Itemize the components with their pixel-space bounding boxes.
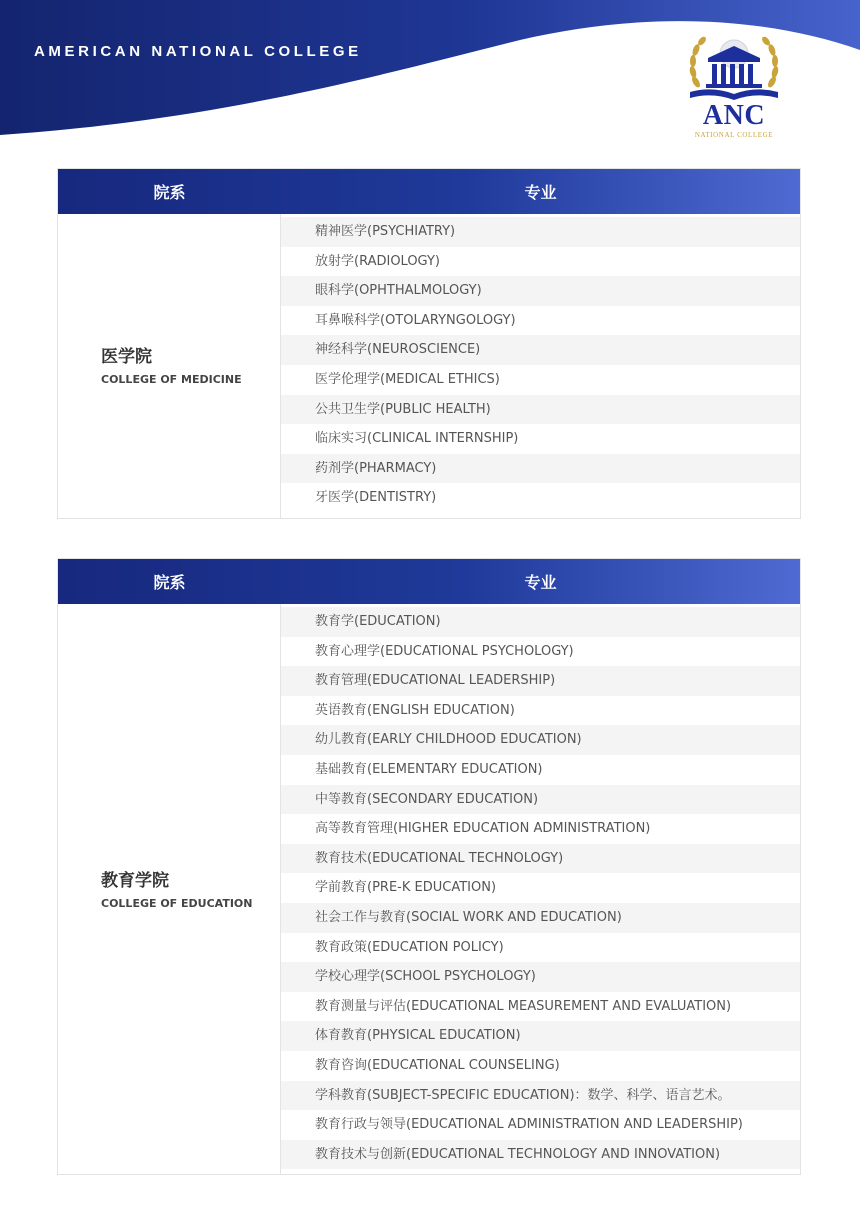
- header-major: 专业: [524, 183, 557, 202]
- list-item: 学前教育(PRE-K EDUCATION): [281, 873, 800, 903]
- table-body: [58, 604, 800, 1174]
- list-item: 教育心理学(EDUCATIONAL PSYCHOLOGY): [281, 637, 800, 667]
- list-item: 幼儿教育(EARLY CHILDHOOD EDUCATION): [281, 725, 800, 755]
- table-body: [58, 214, 800, 518]
- logo-subtitle: NATIONAL COLLEGE: [694, 131, 774, 139]
- header-dept: 院系: [153, 183, 186, 202]
- list-item: 教育政策(EDUCATION POLICY): [281, 933, 800, 963]
- logo-mark: ANC: [702, 100, 766, 131]
- dept-name-cn: 医学院: [101, 347, 152, 368]
- table-header: [58, 169, 800, 214]
- college-logo: [684, 34, 784, 142]
- list-item: 教育行政与领导(EDUCATIONAL ADMINISTRATION AND LEADERSHIP): [281, 1110, 800, 1140]
- dept-name-cn: 教育学院: [101, 870, 169, 891]
- list-item: 教育技术(EDUCATIONAL TECHNOLOGY): [281, 844, 800, 874]
- table-college-of-education: [57, 558, 801, 1175]
- list-item: 教育技术与创新(EDUCATIONAL TECHNOLOGY AND INNOVATION): [281, 1140, 800, 1170]
- list-item: 牙医学(DENTISTRY): [281, 483, 800, 513]
- brand-title: AMERICAN NATIONAL COLLEGE: [34, 43, 362, 60]
- list-item: 药剂学(PHARMACY): [281, 454, 800, 484]
- list-item: 耳鼻喉科学(OTOLARYNGOLOGY): [281, 306, 800, 336]
- dept-name-en: COLLEGE OF MEDICINE: [101, 373, 242, 387]
- list-item: 教育管理(EDUCATIONAL LEADERSHIP): [281, 666, 800, 696]
- major-list: [281, 604, 800, 1174]
- page-header: [0, 0, 860, 150]
- list-item: 临床实习(CLINICAL INTERNSHIP): [281, 424, 800, 454]
- major-list: [281, 214, 800, 518]
- table-college-of-medicine: [57, 168, 801, 519]
- header-dept: 院系: [153, 573, 186, 592]
- list-item: 教育测量与评估(EDUCATIONAL MEASUREMENT AND EVALUATION): [281, 992, 800, 1022]
- list-item: 精神医学(PSYCHIATRY): [281, 217, 800, 247]
- list-item: 学科教育(SUBJECT-SPECIFIC EDUCATION)：数学、科学、语言艺术。: [281, 1081, 800, 1111]
- laurel-building-icon: [684, 34, 784, 104]
- list-item: 学校心理学(SCHOOL PSYCHOLOGY): [281, 962, 800, 992]
- list-item: 教育咨询(EDUCATIONAL COUNSELING): [281, 1051, 800, 1081]
- list-item: 神经科学(NEUROSCIENCE): [281, 335, 800, 365]
- dept-cell: [58, 604, 281, 1174]
- list-item: 教育学(EDUCATION): [281, 607, 800, 637]
- list-item: 放射学(RADIOLOGY): [281, 247, 800, 277]
- list-item: 基础教育(ELEMENTARY EDUCATION): [281, 755, 800, 785]
- header-major: 专业: [524, 573, 557, 592]
- list-item: 公共卫生学(PUBLIC HEALTH): [281, 395, 800, 425]
- list-item: 医学伦理学(MEDICAL ETHICS): [281, 365, 800, 395]
- dept-name-en: COLLEGE OF EDUCATION: [101, 896, 253, 910]
- list-item: 体育教育(PHYSICAL EDUCATION): [281, 1021, 800, 1051]
- table-header: [58, 559, 800, 604]
- list-item: 中等教育(SECONDARY EDUCATION): [281, 785, 800, 815]
- list-item: 眼科学(OPHTHALMOLOGY): [281, 276, 800, 306]
- list-item: 社会工作与教育(SOCIAL WORK AND EDUCATION): [281, 903, 800, 933]
- list-item: 英语教育(ENGLISH EDUCATION): [281, 696, 800, 726]
- list-item: 高等教育管理(HIGHER EDUCATION ADMINISTRATION): [281, 814, 800, 844]
- dept-cell: [58, 214, 281, 518]
